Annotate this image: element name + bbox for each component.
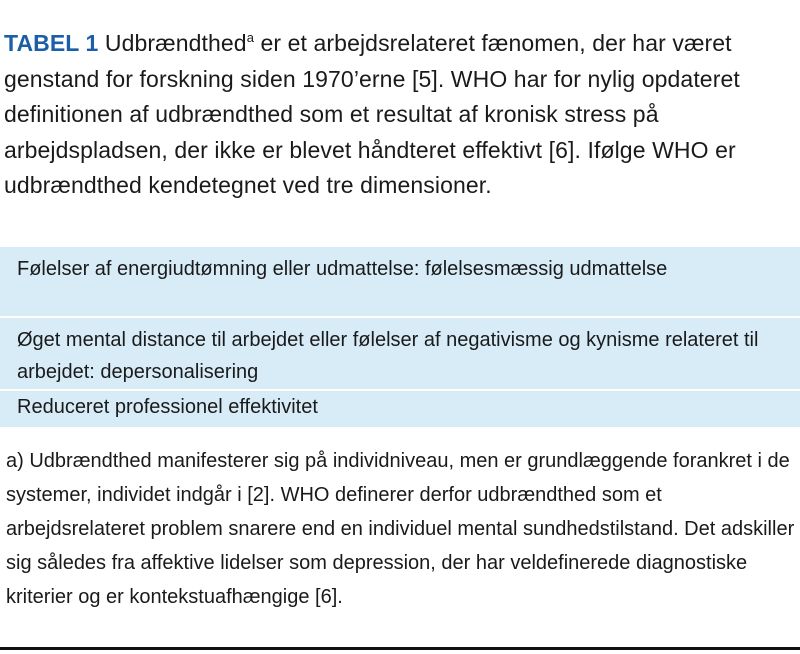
caption-start: Udbrændthed [104, 30, 247, 56]
dimension-row-exhaustion: Følelser af energiudtømning eller udmattelse: følelsesmæssig udmattelse [0, 247, 800, 318]
footnote-marker: a [246, 30, 255, 45]
dimension-row-depersonalization: Øget mental distance til arbejdet eller følelser af negativisme og kynisme relateret til arbejdet: depersonalisering [0, 318, 800, 391]
bottom-rule [0, 647, 800, 650]
table-caption [4, 26, 784, 204]
caption-text: er et arbejdsrelateret fænomen, der har været genstand for forskning siden 1970’erne [5]. WHO har for nylig opdateret definitionen af udbrændthed som et resultat af kronisk stress på arbejdspladsen, der ikke er blevet håndteret effektivt [6]. Ifølge WHO er udbrændthed kendetegnet ved tre dimensioner. [4, 30, 740, 198]
table-label: TABEL 1 [4, 30, 99, 56]
dimension-list [0, 247, 800, 427]
table-footnote: a) Udbrændthed manifesterer sig på individniveau, men er grundlæggende forankret i de systemer, individet indgår i [2]. WHO definerer derfor udbrændthed som et arbejdsrelateret problem snarere end en individuel mental sundhedstilstand. Det adskiller sig således fra affektive lidelser som depression, der har veldefinerede diagnostiske kriterier og er kontekstuafhængige [6]. [6, 450, 795, 608]
dimension-row-efficacy: Reduceret professionel effektivitet [0, 391, 800, 427]
